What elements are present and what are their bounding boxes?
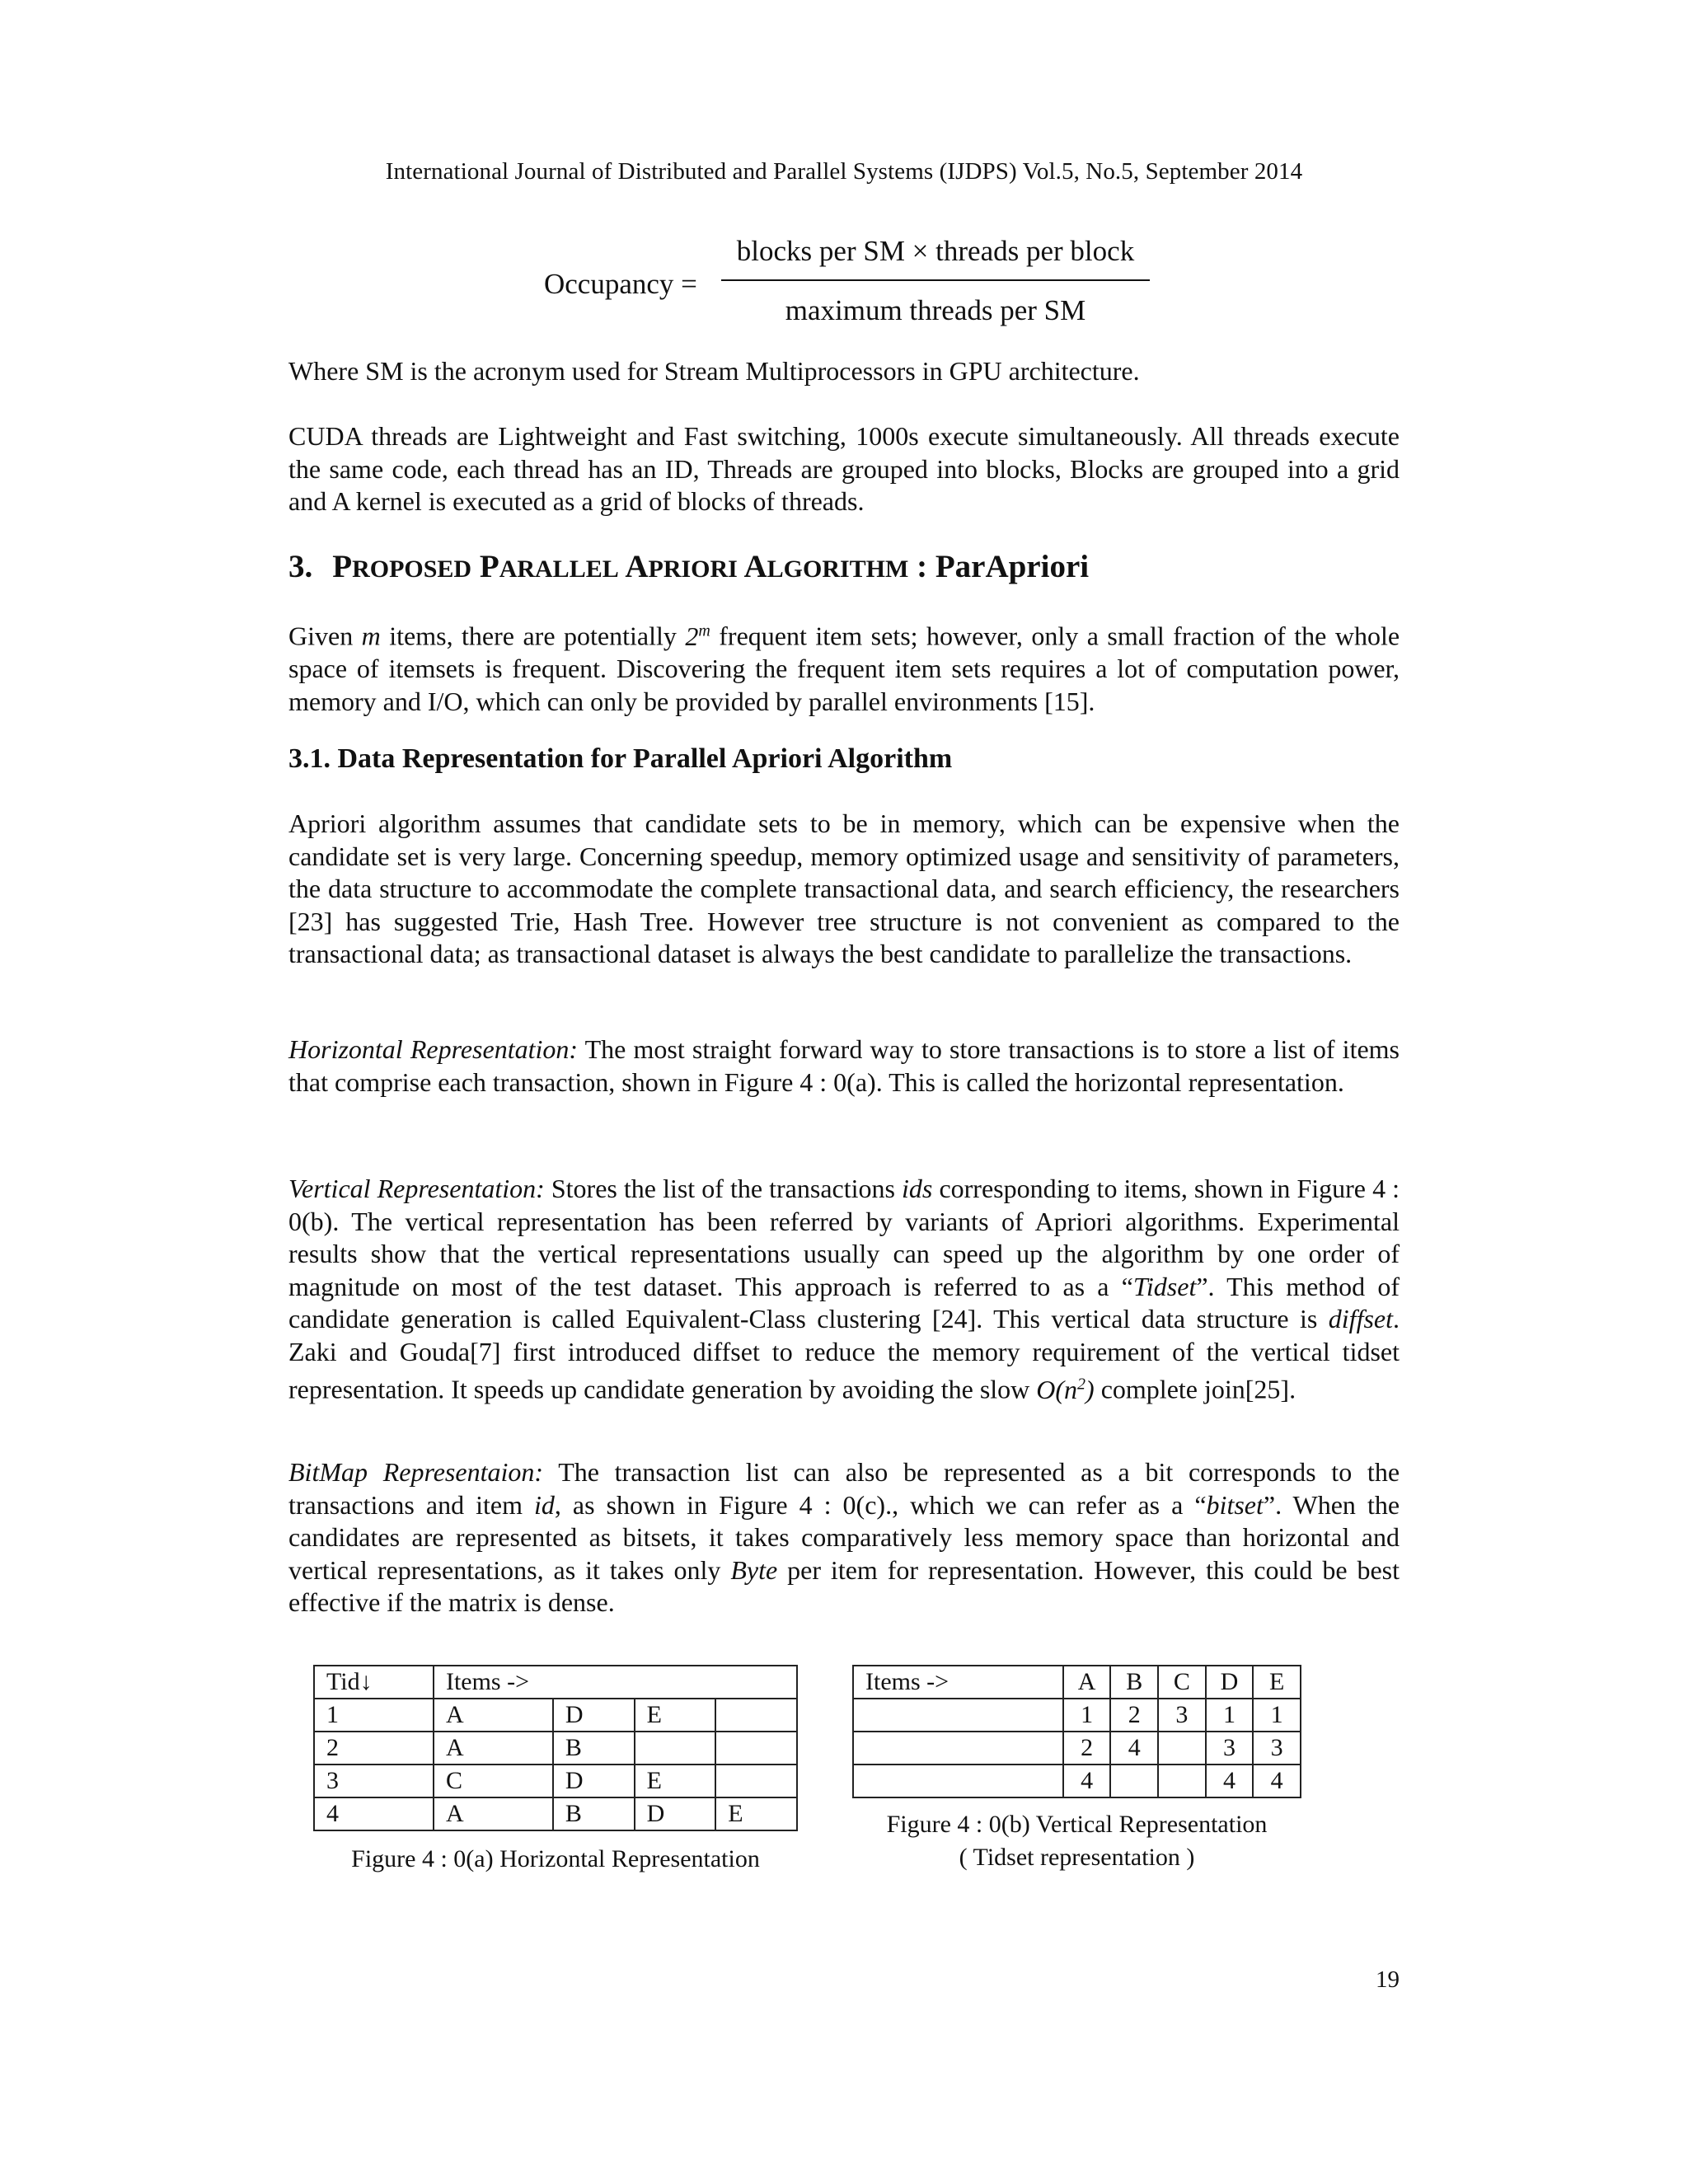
term-tidset: Tidset: [1132, 1271, 1197, 1301]
math-m: m: [361, 621, 381, 651]
figure-caption-vertical: [852, 1808, 1301, 1874]
table-cell: 3: [1253, 1732, 1301, 1765]
text: per item for representation. However, this could be best effective if the matrix is dense.: [288, 1554, 1400, 1617]
text: The transaction list can also be represented as a bit corresponds to the transactions and item: [288, 1457, 1400, 1520]
table-cell: 1: [1206, 1699, 1254, 1732]
title-smallcaps: ARALLEL: [499, 555, 619, 583]
table-cell: C: [434, 1765, 553, 1797]
text: complete join[25].: [1100, 1374, 1296, 1404]
table-cell: 2: [314, 1732, 434, 1765]
occupancy-equation: [544, 235, 1154, 334]
table-cell: 4: [314, 1797, 434, 1830]
table-cell: [715, 1699, 797, 1732]
table-cell: 2: [1063, 1732, 1111, 1765]
text: , as shown in Figure 4 : 0(c)., which we can refer as a “: [554, 1489, 1207, 1520]
title-initial: P: [332, 549, 353, 584]
table-header-cell: Items ->: [853, 1666, 1063, 1699]
title-initial: A: [743, 549, 767, 584]
table-cell: E: [635, 1699, 716, 1732]
horizontal-representation-table: [313, 1665, 798, 1831]
running-header: International Journal of Distributed and Parallel Systems (IJDPS) Vol.5, No.5, September 2014: [385, 158, 1303, 185]
term-ids: ids: [902, 1174, 933, 1203]
text: Given: [288, 621, 354, 651]
table-cell: A: [434, 1797, 553, 1830]
term-id: id: [534, 1489, 555, 1520]
table-cell: [715, 1732, 797, 1765]
vertical-label: Vertical Representation:: [288, 1174, 545, 1203]
equation-numerator: blocks per SM × threads per block: [736, 235, 1135, 267]
table-cell: E: [635, 1765, 716, 1797]
table-cell: [1158, 1732, 1206, 1765]
title-smallcaps: PRIORI: [648, 555, 738, 583]
sm-note-paragraph: Where SM is the acronym used for Stream Multiprocessors in GPU architecture.: [288, 356, 1140, 386]
text: items, there are potentially: [389, 621, 677, 651]
table-cell: A: [434, 1732, 553, 1765]
table-cell: [853, 1765, 1063, 1797]
table-header-cell: C: [1158, 1666, 1206, 1699]
table-cell: [715, 1765, 797, 1797]
text: . Zaki and Gouda[7] first introduced diffset to reduce the memory requirement of the vertical tidset representation. It speeds up candidate generation by avoiding the slow: [288, 1304, 1400, 1404]
table-header-cell: B: [1110, 1666, 1158, 1699]
title-initial: A: [625, 549, 649, 584]
equation-lhs: Occupancy =: [544, 268, 697, 300]
horizontal-paragraph: [288, 1033, 1400, 1099]
table-cell: [635, 1732, 716, 1765]
table-cell: 4: [1110, 1732, 1158, 1765]
math-2m: 2$^m$: [685, 621, 710, 651]
table-row: [314, 1797, 797, 1830]
title-smallcaps: ROPOSED: [352, 555, 472, 583]
section-number: 3.: [288, 549, 313, 584]
table-cell: A: [434, 1699, 553, 1732]
term-byte: Byte: [730, 1554, 778, 1585]
bitmap-paragraph: [288, 1456, 1400, 1619]
table-cell: E: [715, 1797, 797, 1830]
page-number: 19: [1376, 1966, 1400, 1993]
table-cell: 4: [1206, 1765, 1254, 1797]
table-cell: [853, 1699, 1063, 1732]
table-header-cell: D: [1206, 1666, 1254, 1699]
section-3-1-paragraph: Apriori algorithm assumes that candidate sets to be in memory, which can be expensive when the candidate set is very large. Concerning speedup, memory optimized usage and sensitivity of parameters, the data structure to accommodate the complete transactional data, and search efficiency, the researchers [23] has suggested Trie, Hash Tree. However tree structure is not convenient as compared to the transactional data; as transactional dataset is always the best candidate to parallelize the transactions.: [288, 808, 1400, 968]
table-header-row: [853, 1666, 1301, 1699]
table-row: [314, 1699, 797, 1732]
table-cell: 1: [1253, 1699, 1301, 1732]
table-cell: 1: [1063, 1699, 1111, 1732]
fraction-bar: [721, 279, 1150, 281]
table-header-cell: E: [1253, 1666, 1301, 1699]
term-bitset: bitset: [1206, 1489, 1264, 1520]
table-row: [853, 1699, 1301, 1732]
title-initial: P: [479, 549, 499, 584]
text: The most straight forward way to store transactions is to store a list of items that comprise each transaction, shown in Figure 4 : 0(a). This is called the horizontal representation.: [288, 1034, 1400, 1097]
title-smallcaps: LGORITHM: [767, 555, 909, 583]
text: ”. This method of candidate generation is called Equivalent-Class clustering [24]. This vertical data structure is: [288, 1271, 1400, 1333]
table-cell: 4: [1253, 1765, 1301, 1797]
table-header-cell: Tid↓: [314, 1666, 434, 1699]
term-diffset: diffset: [1328, 1304, 1393, 1333]
text: ”. When the candidates are represented as bitsets, it takes comparatively less memory space than horizontal and vertical representations, as it takes only: [288, 1489, 1400, 1585]
vertical-representation-table: [852, 1665, 1301, 1798]
table-cell: 3: [1206, 1732, 1254, 1765]
table-header-row: [314, 1666, 797, 1699]
table-cell: D: [635, 1797, 716, 1830]
table-cell: D: [553, 1699, 635, 1732]
title-suffix: : ParApriori: [917, 549, 1090, 584]
table-cell: [1110, 1765, 1158, 1797]
table-cell: B: [553, 1797, 635, 1830]
table-cell: [1158, 1765, 1206, 1797]
table-row: [314, 1732, 797, 1765]
text: frequent item sets; however, only a small fraction of the whole space of itemsets is frequent. Discovering the frequent item sets requires a lot of computation power, memory and I/O, which can only be provided by parallel environments [15].: [288, 621, 1400, 716]
cuda-threads-paragraph: CUDA threads are Lightweight and Fast switching, 1000s execute simultaneously. All threads execute the same code, each thread has an ID, Threads are grouped into blocks, Blocks are grouped into a grid and A kernel is executed as a grid of blocks of threads.: [288, 421, 1400, 516]
figure-caption-horizontal: Figure 4 : 0(a) Horizontal Representation: [351, 1845, 760, 1872]
math-big-o: $O(n^2)$: [1036, 1374, 1095, 1404]
table-cell: D: [553, 1765, 635, 1797]
table-row: [853, 1765, 1301, 1797]
equation-denominator: maximum threads per SM: [785, 294, 1086, 326]
section-3-1-heading: 3.1. Data Representation for Parallel Apriori Algorithm: [288, 743, 953, 774]
table-cell: 2: [1110, 1699, 1158, 1732]
table-cell: 4: [1063, 1765, 1111, 1797]
horizontal-label: Horizontal Representation:: [288, 1034, 579, 1064]
caption-line: Figure 4 : 0(b) Vertical Representation: [886, 1811, 1268, 1838]
bitmap-label: BitMap Representaion:: [288, 1457, 544, 1487]
table-cell: 3: [314, 1765, 434, 1797]
table-cell: 1: [314, 1699, 434, 1732]
table-cell: B: [553, 1732, 635, 1765]
text: corresponding to items, shown in Figure 4 : 0(b). The vertical representation has been referred by variants of Apriori algorithms. Experimental results show that the vertical representations usually can speed up the algorithm by one order of magnitude on most of the test dataset. This approach is referred to as a “: [288, 1174, 1400, 1301]
table-row: [314, 1765, 797, 1797]
table-row: [853, 1732, 1301, 1765]
table-cell: [853, 1732, 1063, 1765]
table-header-cell: Items ->: [434, 1666, 797, 1699]
table-header-cell: A: [1063, 1666, 1111, 1699]
vertical-paragraph: [288, 1173, 1400, 1406]
text: Stores the list of the transactions: [551, 1174, 895, 1203]
caption-line: ( Tidset representation ): [959, 1844, 1195, 1871]
section-3-paragraph: [288, 615, 1400, 718]
table-cell: 3: [1158, 1699, 1206, 1732]
section-3-heading: [288, 548, 1442, 585]
